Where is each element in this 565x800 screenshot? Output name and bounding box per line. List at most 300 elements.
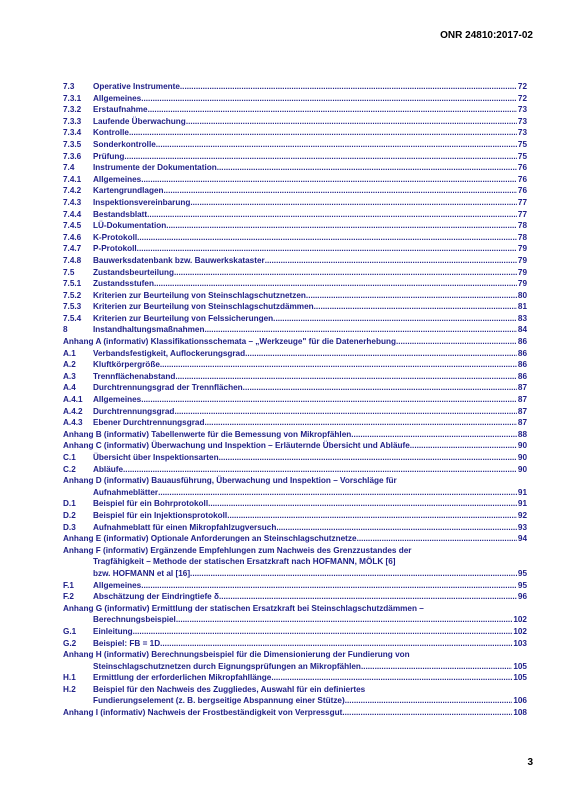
toc-line bbox=[63, 649, 527, 661]
toc-page: 102 bbox=[513, 626, 527, 636]
toc-title: LÜ-Dokumentation bbox=[93, 221, 167, 231]
toc-leader bbox=[410, 440, 517, 452]
toc-number: 7.5.2 bbox=[63, 290, 82, 300]
toc-entry[interactable] bbox=[63, 522, 527, 534]
toc-number: 7.5.4 bbox=[63, 313, 82, 323]
toc-line bbox=[63, 545, 527, 557]
toc-line bbox=[63, 452, 527, 464]
toc-entry[interactable] bbox=[63, 267, 527, 279]
toc-leader bbox=[357, 533, 517, 545]
toc-entry[interactable] bbox=[63, 151, 527, 163]
toc-entry[interactable] bbox=[63, 81, 527, 93]
toc-leader bbox=[148, 104, 517, 116]
toc-annex-entry[interactable] bbox=[63, 440, 527, 452]
toc-leader bbox=[174, 267, 517, 279]
toc-page: 72 bbox=[517, 93, 527, 103]
toc-line bbox=[63, 695, 527, 707]
toc-title: Abläufe bbox=[93, 464, 124, 474]
toc-line bbox=[63, 104, 527, 116]
toc-entry[interactable] bbox=[63, 464, 527, 476]
toc-indent bbox=[63, 614, 93, 626]
toc-entry[interactable] bbox=[63, 313, 527, 325]
toc-line bbox=[63, 475, 527, 487]
toc-line bbox=[63, 672, 527, 684]
toc-line bbox=[63, 394, 527, 406]
toc-leader bbox=[180, 81, 517, 93]
toc-title: Operative Instrumente bbox=[93, 82, 180, 91]
toc-entry[interactable] bbox=[63, 174, 527, 186]
toc-line bbox=[63, 684, 527, 696]
toc-title: Allgemeines bbox=[93, 174, 142, 184]
toc-leader bbox=[345, 695, 513, 707]
toc-line bbox=[63, 255, 527, 267]
toc-annex-entry[interactable] bbox=[63, 475, 527, 498]
toc-line bbox=[63, 336, 527, 348]
toc-entry[interactable] bbox=[63, 498, 527, 510]
toc-page: 73 bbox=[517, 105, 527, 115]
toc-entry[interactable] bbox=[63, 127, 527, 139]
toc-leader bbox=[137, 243, 517, 255]
toc-page: 80 bbox=[517, 290, 527, 300]
toc-title: P-Protokoll bbox=[93, 244, 137, 254]
toc-leader bbox=[306, 290, 517, 302]
toc-entry[interactable] bbox=[63, 139, 527, 151]
toc-page: 103 bbox=[513, 638, 527, 648]
toc-leader bbox=[396, 336, 517, 348]
toc-page: 87 bbox=[517, 406, 527, 416]
toc-line bbox=[63, 626, 527, 638]
toc-line bbox=[63, 533, 527, 545]
toc-title: Fundierungselement (z. B. bergseitige Abspannung einer Stütze) bbox=[93, 696, 345, 706]
toc-leader bbox=[227, 510, 517, 522]
toc-entry[interactable] bbox=[63, 93, 527, 105]
toc-title: Instrumente der Dokumentation bbox=[93, 163, 217, 173]
toc-line bbox=[63, 464, 527, 476]
toc-number: A.4.1 bbox=[63, 395, 83, 405]
toc-number: G.1 bbox=[63, 626, 77, 636]
toc-entry[interactable] bbox=[63, 452, 527, 464]
toc-entry[interactable] bbox=[63, 243, 527, 255]
toc-title: Anhang E (informativ) Optionale Anforderungen an Steinschlagschutznetze bbox=[63, 534, 357, 544]
toc-leader bbox=[164, 185, 517, 197]
toc-entry[interactable] bbox=[63, 116, 527, 128]
toc-title: Ebener Durchtrennungsgrad bbox=[93, 418, 205, 428]
toc-number: D.1 bbox=[63, 499, 76, 509]
toc-title: Inspektionsvereinbarung bbox=[93, 197, 191, 207]
toc-title: Tragfähigkeit – Methode der statischen Ersatzkraft nach HOFMANN, MÖLK [6] bbox=[93, 557, 396, 567]
toc-leader bbox=[141, 394, 517, 406]
toc-title: Kriterien zur Beurteilung von Steinschlagschutzdämmen bbox=[93, 302, 314, 312]
toc-indent bbox=[63, 568, 93, 580]
toc-annex-entry[interactable] bbox=[63, 336, 527, 348]
toc-leader bbox=[243, 382, 517, 394]
toc-page: 105 bbox=[513, 661, 527, 671]
toc-number: C.2 bbox=[63, 464, 76, 474]
toc-title: Abschätzung der Eindringtiefe δ bbox=[93, 592, 219, 602]
toc-line bbox=[63, 638, 527, 650]
toc-leader bbox=[273, 313, 517, 325]
table-of-contents bbox=[63, 81, 527, 719]
toc-entry[interactable] bbox=[63, 591, 527, 603]
toc-line bbox=[63, 139, 527, 151]
toc-number: H.1 bbox=[63, 673, 76, 683]
toc-title: Laufende Überwachung bbox=[93, 116, 186, 126]
toc-leader bbox=[186, 116, 517, 128]
toc-title: Verbandsfestigkeit, Auflockerungsgrad bbox=[93, 348, 246, 358]
toc-line bbox=[63, 591, 527, 603]
page-number: 3 bbox=[527, 757, 533, 768]
toc-page: 105 bbox=[513, 673, 527, 683]
toc-leader bbox=[208, 498, 517, 510]
toc-title: Anhang I (informativ) Nachweis der Frostbeständigkeit von Verpressgut bbox=[63, 708, 343, 718]
toc-leader bbox=[160, 359, 517, 371]
toc-title: Aufnahmeblätter bbox=[93, 487, 159, 497]
toc-title: Prüfung bbox=[93, 151, 125, 161]
toc-indent bbox=[63, 661, 93, 673]
toc-page: 90 bbox=[517, 453, 527, 462]
toc-leader bbox=[265, 255, 517, 267]
toc-line bbox=[63, 81, 527, 93]
toc-entry[interactable] bbox=[63, 220, 527, 232]
toc-line bbox=[63, 290, 527, 302]
toc-line bbox=[63, 580, 527, 592]
toc-number: F.1 bbox=[63, 580, 74, 590]
toc-page: 76 bbox=[517, 186, 527, 196]
toc-title: Aufnahmeblatt für einen Mikropfahlzugversuch bbox=[93, 522, 277, 532]
toc-title: Trennflächenabstand bbox=[93, 371, 176, 381]
toc-leader bbox=[361, 661, 512, 673]
toc-number: 7.4.1 bbox=[63, 174, 82, 184]
toc-title: Allgemeines bbox=[93, 580, 142, 590]
toc-leader bbox=[141, 174, 517, 186]
toc-title: Anhang C (informativ) Überwachung und Inspektion – Erläuternde Übersicht und Abläufe bbox=[63, 441, 410, 451]
toc-entry[interactable] bbox=[63, 371, 527, 383]
toc-page: 73 bbox=[517, 128, 527, 138]
toc-title: Kriterien zur Beurteilung von Steinschlagschutznetzen bbox=[93, 290, 306, 300]
toc-line bbox=[63, 429, 527, 441]
toc-page: 90 bbox=[517, 464, 527, 474]
toc-page: 93 bbox=[517, 522, 527, 532]
toc-line bbox=[63, 185, 527, 197]
toc-page: 87 bbox=[517, 418, 527, 428]
toc-entry[interactable] bbox=[63, 382, 527, 394]
toc-number: H.2 bbox=[63, 684, 76, 694]
toc-line bbox=[63, 614, 527, 626]
toc-number: 7.3.4 bbox=[63, 128, 82, 138]
toc-title: Berechnungsbeispiel bbox=[93, 615, 176, 625]
toc-entry[interactable] bbox=[63, 394, 527, 406]
toc-leader bbox=[160, 638, 512, 650]
toc-line bbox=[63, 232, 527, 244]
toc-title: Ermittlung der erforderlichen Mikropfahllänge bbox=[93, 673, 272, 683]
toc-leader bbox=[166, 220, 517, 232]
toc-number: A.3 bbox=[63, 371, 76, 381]
toc-number: 7.3.3 bbox=[63, 116, 82, 126]
toc-leader bbox=[175, 371, 517, 383]
toc-page: 92 bbox=[517, 510, 527, 520]
toc-title: Beispiel für ein Bohrprotokoll bbox=[93, 499, 209, 509]
toc-number: G.2 bbox=[63, 638, 77, 648]
toc-page: 77 bbox=[517, 197, 527, 207]
toc-number: 7.5.3 bbox=[63, 302, 82, 312]
toc-number: A.4.2 bbox=[63, 406, 83, 416]
toc-title: Instandhaltungsmaßnahmen bbox=[93, 325, 205, 335]
toc-leader bbox=[245, 348, 517, 360]
toc-page: 72 bbox=[517, 82, 527, 91]
toc-title: Beispiel für den Nachweis des Zuggliedes, Auswahl für ein definiertes bbox=[93, 684, 366, 694]
toc-title: Steinschlagschutznetzen durch Eignungsprüfungen an Mikropfählen bbox=[93, 661, 361, 671]
toc-entry[interactable] bbox=[63, 162, 527, 174]
toc-line bbox=[63, 348, 527, 360]
toc-line bbox=[63, 359, 527, 371]
toc-leader bbox=[133, 626, 513, 638]
toc-line bbox=[63, 417, 527, 429]
toc-entry[interactable] bbox=[63, 348, 527, 360]
toc-page: 78 bbox=[517, 232, 527, 242]
toc-leader bbox=[190, 568, 517, 580]
toc-line bbox=[63, 116, 527, 128]
toc-page: 86 bbox=[517, 371, 527, 381]
toc-number: 7.3.6 bbox=[63, 151, 82, 161]
toc-indent bbox=[63, 487, 93, 499]
toc-number: 7.3.2 bbox=[63, 105, 82, 115]
toc-title: Zustandsbeurteilung bbox=[93, 267, 174, 277]
toc-leader bbox=[158, 487, 517, 499]
toc-page: 73 bbox=[517, 116, 527, 126]
toc-title: Kluftkörpergröße bbox=[93, 360, 160, 370]
toc-entry[interactable] bbox=[63, 638, 527, 650]
toc-line bbox=[63, 556, 527, 568]
toc-page: 102 bbox=[513, 615, 527, 625]
toc-page: 91 bbox=[517, 487, 527, 497]
toc-entry[interactable] bbox=[63, 672, 527, 684]
toc-leader bbox=[154, 278, 517, 290]
toc-number: 7.4.7 bbox=[63, 244, 82, 254]
toc-annex-entry[interactable] bbox=[63, 429, 527, 441]
toc-leader bbox=[351, 429, 517, 441]
toc-leader bbox=[271, 672, 512, 684]
toc-title: Erstaufnahme bbox=[93, 105, 148, 115]
toc-line bbox=[63, 707, 527, 719]
toc-leader bbox=[190, 197, 517, 209]
toc-number: 7.4.8 bbox=[63, 255, 82, 265]
toc-line bbox=[63, 324, 527, 336]
toc-title: Beispiel: FB = 1D bbox=[93, 638, 161, 648]
toc-annex-entry[interactable] bbox=[63, 707, 527, 719]
toc-leader bbox=[176, 614, 513, 626]
toc-line bbox=[63, 197, 527, 209]
toc-page: 81 bbox=[517, 302, 527, 312]
toc-number: 7.4.2 bbox=[63, 186, 82, 196]
toc-entry[interactable] bbox=[63, 232, 527, 244]
toc-page: 79 bbox=[517, 244, 527, 254]
toc-page: 108 bbox=[513, 708, 527, 718]
toc-page: 78 bbox=[517, 221, 527, 231]
toc-leader bbox=[137, 232, 517, 244]
toc-leader bbox=[342, 707, 512, 719]
toc-line bbox=[63, 278, 527, 290]
toc-page: 87 bbox=[517, 383, 527, 393]
toc-line bbox=[63, 174, 527, 186]
toc-indent bbox=[63, 556, 93, 568]
toc-title: Zustandsstufen bbox=[93, 279, 154, 289]
toc-entry[interactable] bbox=[63, 255, 527, 267]
toc-number: C.1 bbox=[63, 453, 76, 462]
toc-number: 7.4 bbox=[63, 163, 75, 173]
toc-number: 7.3.5 bbox=[63, 139, 82, 149]
toc-page: 96 bbox=[517, 592, 527, 602]
toc-title: Durchtrennungsgrad der Trennflächen bbox=[93, 383, 243, 393]
toc-entry[interactable] bbox=[63, 406, 527, 418]
toc-title: Allgemeines bbox=[93, 395, 142, 405]
toc-number: 7.3.1 bbox=[63, 93, 82, 103]
toc-number: 7.5.1 bbox=[63, 279, 82, 289]
toc-entry[interactable] bbox=[63, 359, 527, 371]
toc-title: Bauwerksdatenbank bzw. Bauwerkskataster bbox=[93, 255, 265, 265]
toc-page: 79 bbox=[517, 279, 527, 289]
toc-line bbox=[63, 220, 527, 232]
toc-page: 91 bbox=[517, 499, 527, 509]
toc-entry[interactable] bbox=[63, 290, 527, 302]
toc-entry[interactable] bbox=[63, 510, 527, 522]
document-id-header: ONR 24810:2017-02 bbox=[440, 30, 533, 41]
toc-page: 83 bbox=[517, 313, 527, 323]
toc-annex-entry[interactable] bbox=[63, 533, 527, 545]
toc-annex-entry[interactable] bbox=[63, 545, 527, 580]
toc-number: 7.4.6 bbox=[63, 232, 82, 242]
toc-entry[interactable] bbox=[63, 278, 527, 290]
toc-number: D.2 bbox=[63, 510, 76, 520]
toc-number: 7.3 bbox=[63, 82, 75, 91]
toc-line bbox=[63, 661, 527, 673]
toc-number: 7.5 bbox=[63, 267, 75, 277]
toc-title: Übersicht über Inspektionsarten bbox=[93, 453, 219, 462]
toc-line bbox=[63, 371, 527, 383]
toc-line bbox=[63, 267, 527, 279]
toc-line bbox=[63, 510, 527, 522]
toc-entry[interactable] bbox=[63, 417, 527, 429]
toc-title: Anhang A (informativ) Klassifikationsschemata – „Werkzeuge" für die Datenerhebung bbox=[63, 337, 396, 347]
toc-line bbox=[63, 301, 527, 313]
toc-entry[interactable] bbox=[63, 324, 527, 336]
toc-entry[interactable] bbox=[63, 185, 527, 197]
toc-entry[interactable] bbox=[63, 301, 527, 313]
toc-line bbox=[63, 243, 527, 255]
toc-entry[interactable] bbox=[63, 580, 527, 592]
toc-page: 79 bbox=[517, 255, 527, 265]
toc-number: D.3 bbox=[63, 522, 76, 532]
toc-entry[interactable] bbox=[63, 626, 527, 638]
toc-entry[interactable] bbox=[63, 209, 527, 221]
toc-number: A.2 bbox=[63, 360, 76, 370]
toc-leader bbox=[156, 139, 517, 151]
toc-title: Anhang G (informativ) Ermittlung der statischen Ersatzkraft bei Steinschlagschutzdämmen – bbox=[63, 603, 424, 613]
toc-page: 84 bbox=[517, 325, 527, 335]
toc-title: Sonderkontrolle bbox=[93, 139, 156, 149]
toc-indent bbox=[63, 695, 93, 707]
toc-leader bbox=[204, 324, 516, 336]
toc-title: Allgemeines bbox=[93, 93, 142, 103]
toc-page: 86 bbox=[517, 348, 527, 358]
toc-line bbox=[63, 313, 527, 325]
toc-title: Durchtrennungsgrad bbox=[93, 406, 175, 416]
toc-leader bbox=[147, 209, 517, 221]
toc-page: 95 bbox=[517, 580, 527, 590]
toc-page: 87 bbox=[517, 395, 527, 405]
toc-page: 76 bbox=[517, 174, 527, 184]
toc-title: Bestandsblatt bbox=[93, 209, 148, 219]
toc-page: 95 bbox=[517, 568, 527, 578]
toc-title: Einleitung bbox=[93, 626, 133, 636]
toc-title: Kontrolle bbox=[93, 128, 129, 138]
toc-title: K-Protokoll bbox=[93, 232, 138, 242]
toc-title: Anhang B (informativ) Tabellenwerte für die Bemessung von Mikropfählen bbox=[63, 429, 352, 439]
toc-leader bbox=[141, 580, 517, 592]
toc-title: Beispiel für ein Injektionsprotokoll bbox=[93, 510, 228, 520]
toc-leader bbox=[314, 301, 517, 313]
toc-number: A.1 bbox=[63, 348, 76, 358]
toc-leader bbox=[219, 452, 517, 464]
toc-page: 106 bbox=[513, 696, 527, 706]
toc-number: 8 bbox=[63, 325, 68, 335]
toc-title: Anhang H (informativ) Berechnungsbeispiel für die Dimensionierung der Fundierung von bbox=[63, 650, 410, 660]
toc-page: 75 bbox=[517, 151, 527, 161]
toc-title: Kriterien zur Beurteilung von Felssicherungen bbox=[93, 313, 274, 323]
toc-page: 76 bbox=[517, 163, 527, 173]
toc-line bbox=[63, 487, 527, 499]
toc-line bbox=[63, 382, 527, 394]
toc-leader bbox=[204, 417, 516, 429]
toc-number: 7.4.4 bbox=[63, 209, 82, 219]
toc-page: 79 bbox=[517, 267, 527, 277]
toc-annex-entry[interactable] bbox=[63, 603, 527, 626]
toc-leader bbox=[219, 591, 517, 603]
toc-line bbox=[63, 440, 527, 452]
toc-line bbox=[63, 209, 527, 221]
toc-leader bbox=[276, 522, 517, 534]
toc-leader bbox=[141, 93, 517, 105]
toc-entry[interactable] bbox=[63, 104, 527, 116]
toc-title: Anhang D (informativ) Bauausführung, Überwachung und Inspektion – Vorschläge für bbox=[63, 476, 397, 486]
toc-title: Anhang F (informativ) Ergänzende Empfehlungen zum Nachweis des Grenzzustandes der bbox=[63, 545, 412, 555]
toc-leader bbox=[129, 127, 517, 139]
toc-line bbox=[63, 162, 527, 174]
toc-number: A.4 bbox=[63, 383, 76, 393]
toc-number: A.4.3 bbox=[63, 418, 83, 428]
toc-number: F.2 bbox=[63, 592, 74, 602]
toc-leader bbox=[123, 464, 517, 476]
toc-page: 86 bbox=[517, 360, 527, 370]
toc-line bbox=[63, 93, 527, 105]
toc-leader bbox=[124, 151, 517, 163]
toc-number: 7.4.3 bbox=[63, 197, 82, 207]
toc-page: 90 bbox=[517, 441, 527, 451]
toc-number: 7.4.5 bbox=[63, 221, 82, 231]
toc-page: 88 bbox=[517, 429, 527, 439]
toc-annex-entry[interactable] bbox=[63, 649, 527, 672]
toc-line bbox=[63, 498, 527, 510]
toc-page: 77 bbox=[517, 209, 527, 219]
toc-page: 75 bbox=[517, 139, 527, 149]
toc-title: Kartengrundlagen bbox=[93, 186, 164, 196]
toc-line bbox=[63, 406, 527, 418]
toc-line bbox=[63, 127, 527, 139]
toc-leader bbox=[174, 406, 516, 418]
toc-title: bzw. HOFMANN et al [16] bbox=[93, 568, 191, 578]
toc-entry[interactable] bbox=[63, 197, 527, 209]
toc-line bbox=[63, 151, 527, 163]
toc-entry[interactable] bbox=[63, 684, 527, 707]
